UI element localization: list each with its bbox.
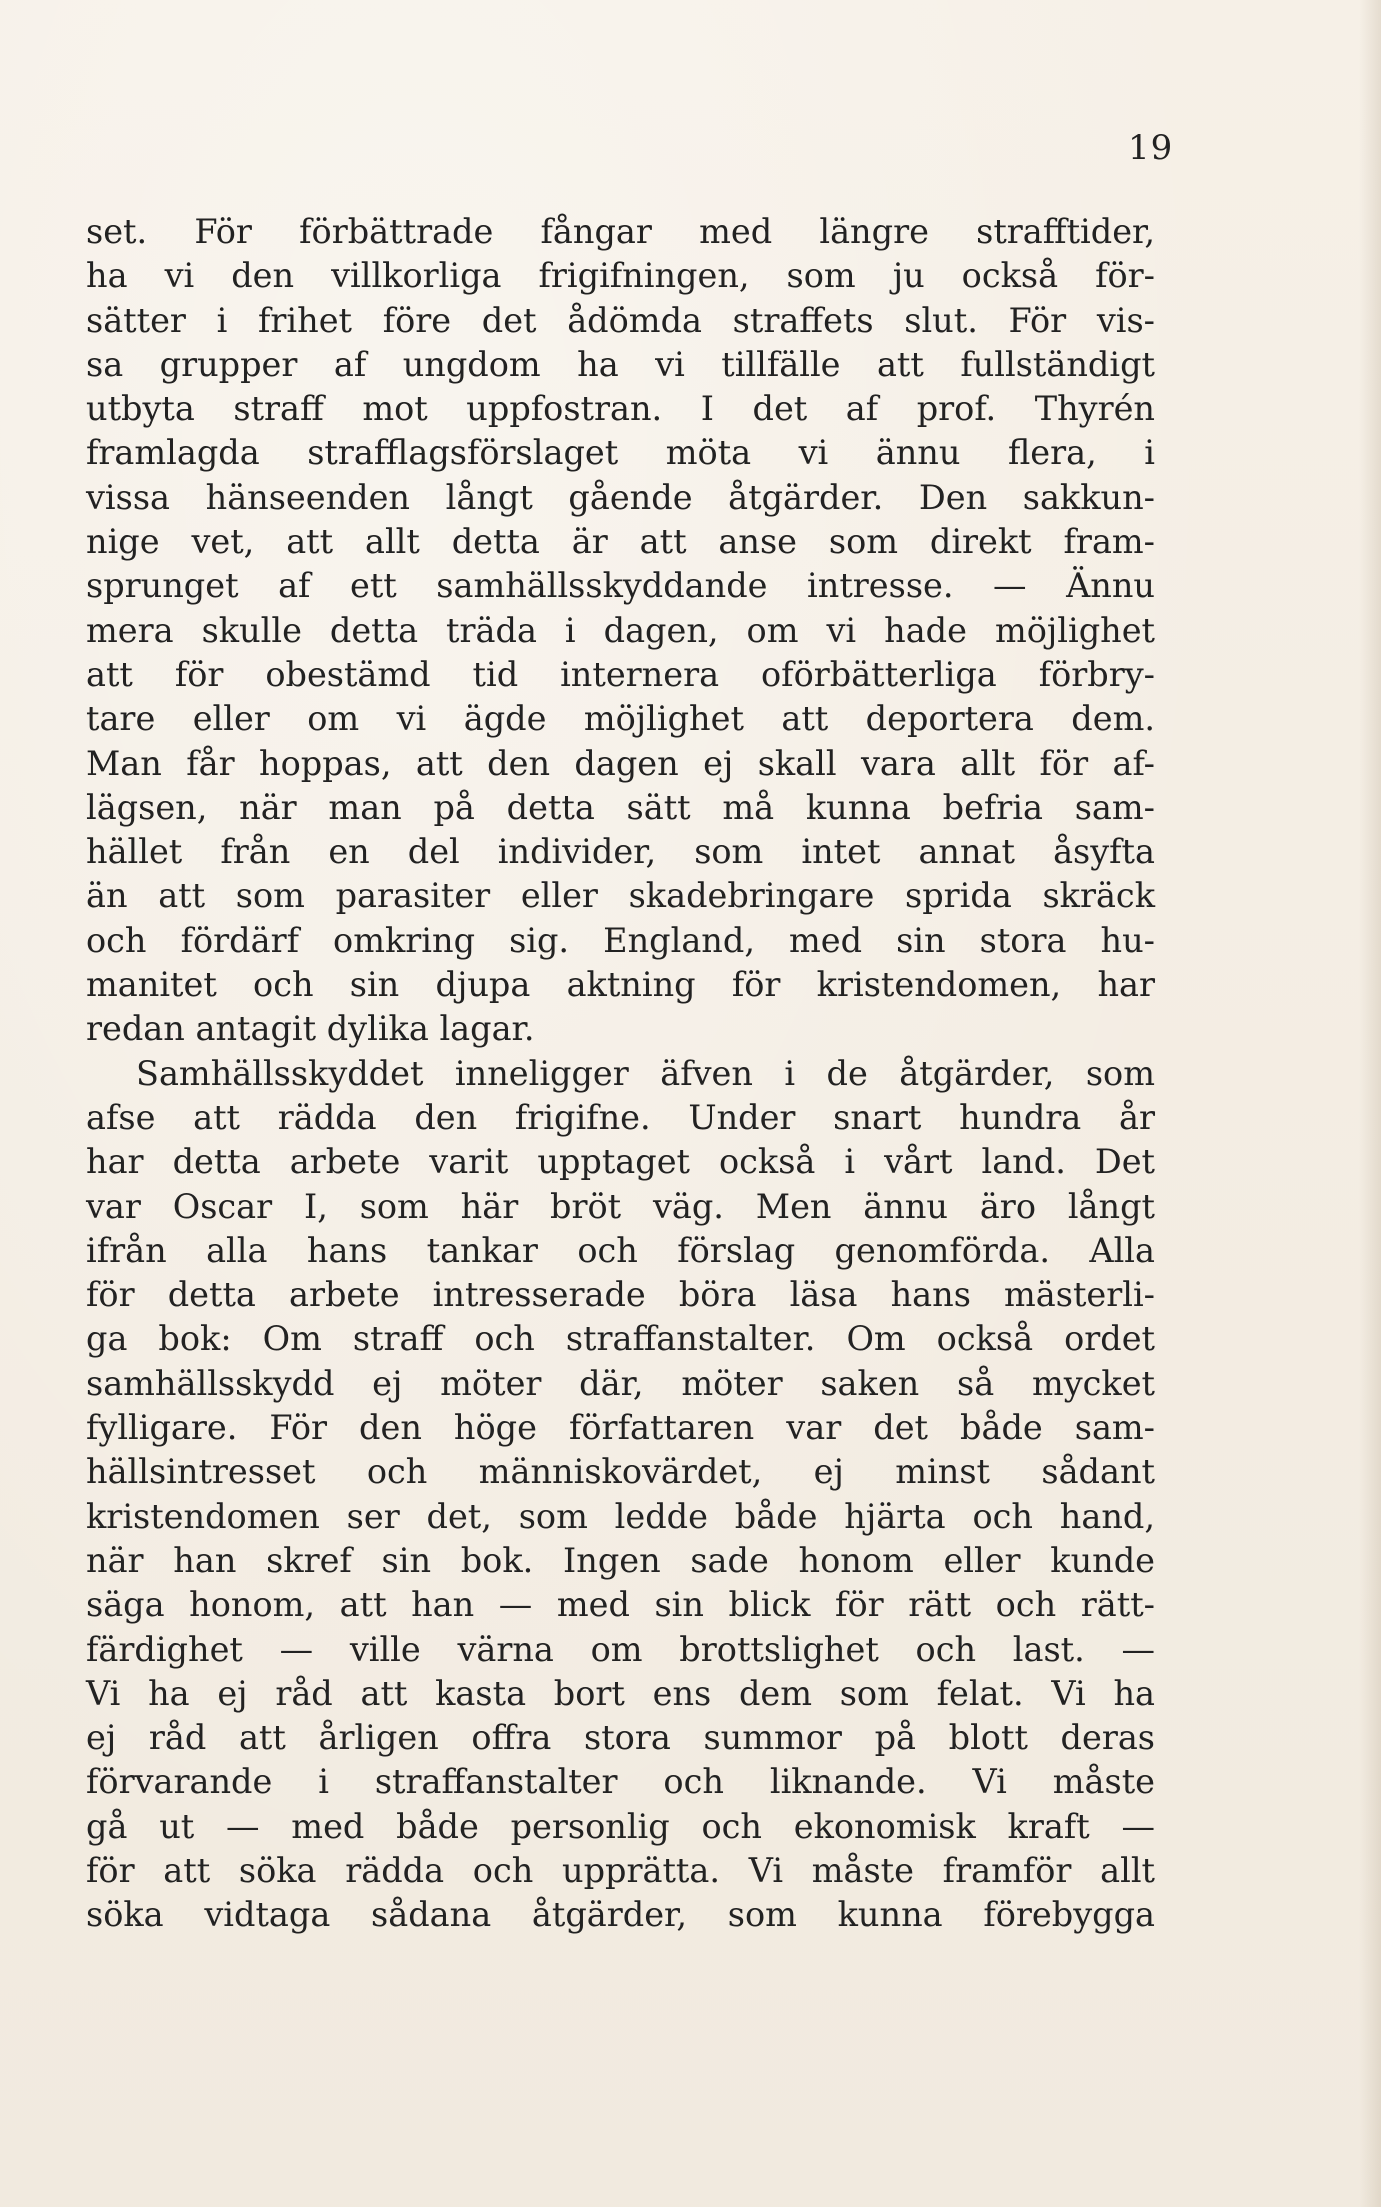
text-line: gå ut — med både personlig och ekonomisk kraft — [86,1806,1155,1846]
text-line: kristendomen ser det, som ledde både hjärta och hand, [86,1496,1155,1536]
text-line: samhällsskydd ej möter där, möter saken så mycket [86,1363,1155,1403]
text-line: hället från en del individer, som intet annat åsyfta [86,832,1155,872]
text-line: att för obestämd tid internera oförbätterliga förbry- [86,654,1155,694]
text-line: ej råd att årligen offra stora summor på blott deras [86,1718,1155,1758]
text-line: Vi ha ej råd att kasta bort ens dem som felat. Vi ha [86,1673,1155,1713]
text-line: för att söka rädda och upprätta. Vi måste framför allt [86,1850,1155,1890]
page-edge-shadow [1359,0,1381,2207]
text-line: ga bok: Om straff och straffanstalter. Om också ordet [86,1319,1155,1359]
text-line: fylligare. För den höge författaren var det både sam- [86,1408,1155,1448]
text-line: vissa hänseenden långt gående åtgärder. Den sakkun- [86,477,1155,517]
page-number: 19 [1128,128,1174,168]
text-line: sa grupper af ungdom ha vi tillfälle att fullständigt [86,344,1155,384]
text-line: för detta arbete intresserade böra läsa hans mästerli- [86,1275,1155,1315]
text-line: nige vet, att allt detta är att anse som direkt fram- [86,522,1155,562]
text-line: sätter i frihet före det ådömda straffets slut. För vis- [86,300,1155,340]
text-line: förvarande i straffanstalter och liknande. Vi måste [86,1762,1155,1802]
text-line: mera skulle detta träda i dagen, om vi hade möjlighet [86,610,1155,650]
text-line: Man får hoppas, att den dagen ej skall vara allt för af- [86,743,1155,783]
text-line: söka vidtaga sådana åtgärder, som kunna förebygga [86,1895,1155,1935]
text-line: än att som parasiter eller skadebringare sprida skräck [86,876,1155,916]
text-line: var Oscar I, som här bröt väg. Men ännu äro långt [86,1186,1155,1226]
text-line: afse att rädda den frigifne. Under snart hundra år [86,1097,1155,1137]
text-line: set. För förbättrade fångar med längre strafftider, [86,212,1155,251]
text-line: ifrån alla hans tankar och förslag genomförda. Alla [86,1230,1155,1270]
text-line: lägsen, när man på detta sätt må kunna befria sam- [86,787,1155,827]
text-line: säga honom, att han — med sin blick för rätt och rätt- [86,1585,1155,1625]
text-line: färdighet — ville värna om brottslighet och last. — [86,1629,1155,1669]
text-line: framlagda strafflagsförslaget möta vi ännu flera, i [86,433,1155,473]
text-line: ha vi den villkorliga frigifningen, som ju också för- [86,256,1155,296]
text-line: utbyta straff mot uppfostran. I det af prof. Thyrén [86,389,1155,429]
text-line: Samhällsskyddet inneligger äfven i de åtgärder, som [136,1053,1155,1093]
text-line: redan antagit dylika lagar. [86,1009,535,1049]
text-line: när han skref sin bok. Ingen sade honom eller kunde [86,1540,1155,1580]
text-line: manitet och sin djupa aktning för kristendomen, har [86,965,1155,1005]
text-line: sprunget af ett samhällsskyddande intresse. — Ännu [86,566,1155,606]
text-line: tare eller om vi ägde möjlighet att deportera dem. [86,699,1155,739]
text-line: hällsintresset och människovärdet, ej minst sådant [86,1452,1155,1492]
body-text [86,210,1155,1938]
text-line: har detta arbete varit upptaget också i vårt land. Det [86,1142,1155,1182]
text-line: och fördärf omkring sig. England, med sin stora hu- [86,920,1155,960]
